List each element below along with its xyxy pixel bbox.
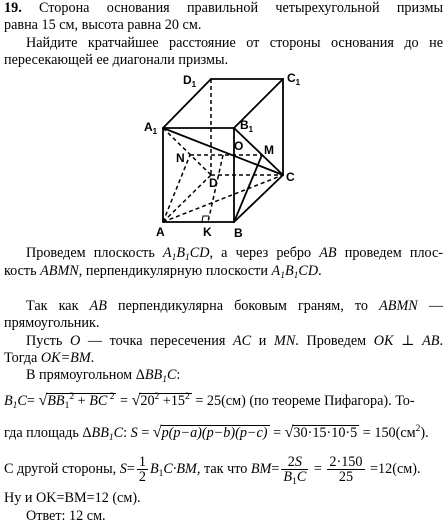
solution-line-2: кость ABMN, перпендикулярную плоскости $A_1B_1CD$. — [4, 263, 322, 281]
hidden-segment-AN — [163, 155, 190, 222]
label-B1: $B_1$ — [240, 118, 254, 134]
problem-line-1: 19. Сторона основания правильной четырехугольной призмы — [4, 0, 444, 16]
problem-line-3: Найдите кратчайшее расстояние от стороны основания до не — [26, 35, 443, 51]
solution-line-8: $B_1C= √BB_1^2$ + BC $^2 = √20^2 +15^2 = 25(см)$ (по теореме Пифагора). То- — [4, 392, 415, 411]
solution-line-6: Тогда OK=BM. — [4, 350, 95, 366]
label-O: O — [234, 139, 244, 153]
label-D1: $D_1$ — [183, 73, 197, 89]
solution-line-9: гда площадь $\Delta BB_1C$: $S = √p(p-a)(p-b)(p-c) = √30\cdot 15\cdot 10\cdot 5 = 150(см^2)$. — [4, 424, 429, 443]
label-N: N — [176, 151, 185, 165]
hidden-edge-AD — [163, 175, 211, 222]
answer-line: Ответ: 12 см. — [26, 508, 106, 524]
solution-line-10: С другой стороны, S= $\frac{1}{2}$ $B_1C\cdot BM$, так что BM= $\frac{2S}{B_1C}$ = $\frac{2\cdot 150}{25}$ =12(см). — [4, 454, 421, 487]
label-K: K — [203, 225, 212, 239]
label-C: C — [286, 170, 295, 184]
edge-BC — [234, 175, 283, 222]
solution-line-11: Ну и OK=BM=12 (см). — [4, 490, 141, 506]
problem-line-4: пересекающей ее диагонали призмы. — [4, 52, 229, 68]
label-B: B — [234, 226, 243, 240]
problem-line-2: равна 15 см, высота равна 20 см. — [4, 17, 202, 33]
label-D: D — [209, 176, 218, 190]
label-M: M — [264, 143, 274, 157]
solution-line-7: В прямоугольном $\Delta BB_1C$: — [26, 367, 181, 385]
hidden-diagonal-AC — [163, 175, 283, 222]
solution-line-3: Так как AB перпендикулярна боковым граням, то ABMN — — [26, 298, 444, 314]
prism-figure — [140, 68, 310, 240]
label-A1: $A_1$ — [144, 120, 158, 136]
problem-number: 19. — [4, 0, 22, 16]
label-A: A — [156, 225, 165, 239]
solution-line-1: Проведем плоскость $A_1B_1CD$, а через ребро AB проведем плос- — [26, 245, 443, 263]
plane-A1B1CD: $A_1B_1CD$ — [162, 245, 210, 263]
solution-line-4: прямоугольник. — [4, 315, 100, 331]
solution-line-5: Пусть O — точка пересечения AC и MN. Проведем OK ⊥ AB. — [26, 333, 444, 349]
hidden-segment-A1D — [163, 128, 211, 175]
label-C1: $C_1$ — [287, 71, 301, 87]
